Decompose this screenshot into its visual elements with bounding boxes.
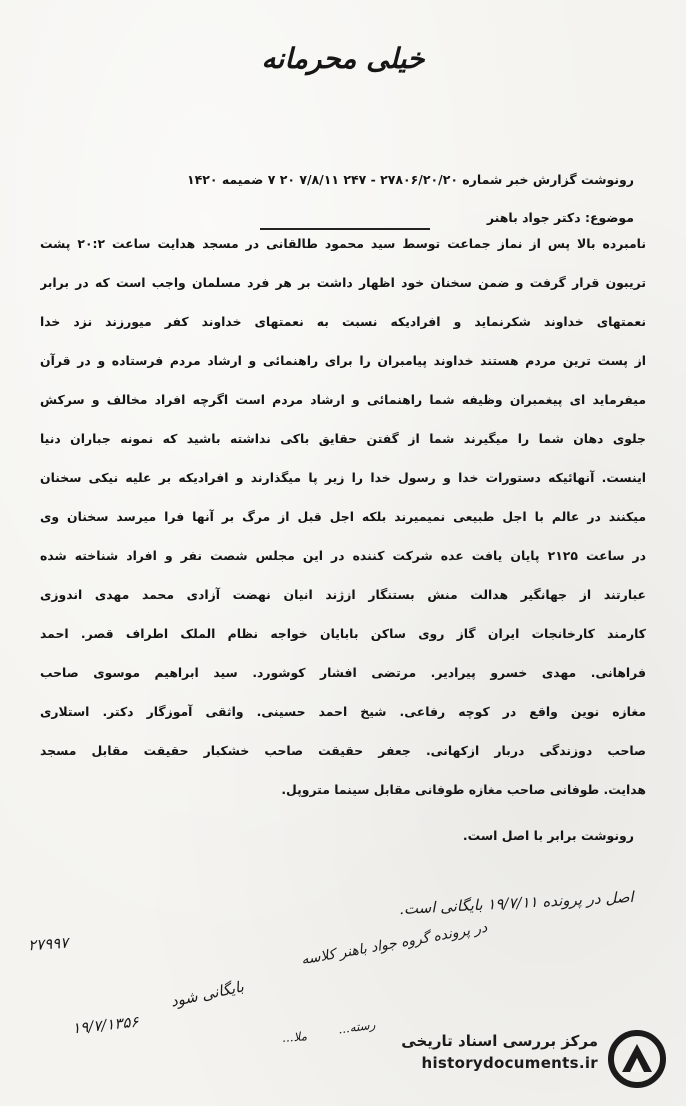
copy-certification: رونوشت برابر با اصل است. [462,828,634,843]
subject-line: موضوع: دکتر جواد باهنر [486,210,634,225]
body-line: نامبرده بالا پس از نماز جماعت توسط سید محمود طالقانی در مسجد هدایت ساعت ۲۰:۲ پشت [40,236,646,251]
watermark-url: historydocuments.ir [421,1054,598,1072]
body-line: مغازه نوین واقع در کوچه رفاعی. شیخ احمد حسینی. واثقی آموزگار دکتر. استلاری [40,704,646,719]
body-line: در ساعت ۲۱۲۵ پایان یافت عده شرکت کننده در این مجلس شصت نفر و افراد شناخته شده [40,548,646,563]
handwritten-initials: ملا... [281,1029,308,1045]
handwritten-file-number: ۲۷۹۹۷ [27,933,69,955]
body-line: میفرماید ای پیغمبران وظیفه شما راهنمائی و ارشاد مردم است اگرچه افراد مخالف و سرکش [40,392,646,407]
body-line: میکنند در عالم با اجل طبیعی نمیمیرند بلکه اجل قبل از مرگ بر آنها فرا میرسد سخنان وی [40,509,646,524]
body-line: صاحب دوزندگی دربار ازکهانی. جعفر حقیقت صاحب خشکبار حقیقت مقابل مسجد [40,743,646,758]
body-line: جلوی دهان شما را میگیرند شما از گفتن حقایق باکی نداشته باشید که نمونه جباران دنیا [40,431,646,446]
handwritten-archived: بایگانی شود [168,977,246,1011]
handwritten-date: ۱۹/۷/۱۳۵۶ [71,1012,140,1038]
body-line: هدایت. طوفانی صاحب مغازه طوفانی مقابل سینما متروپل. [281,782,646,797]
reference-line: رونوشت گزارش خبر شماره ۲۷۸۰۶/۲۰/۲۰ - ۲۴۷ ۷/۸/۱۱ ۲۰ ۷ ضمیمه ۱۴۲۰ [186,172,634,187]
body-line: از پست ترین مردم هستند خداوند پیامبران را برای راهنمائی و ارشاد مردم فرستاده و در قرآن [40,353,646,368]
body-line: کارمند کارخانجات ایران گاز روی ساکن بابایان خواجه نظام الملک اطراف قصر. احمد [40,626,646,641]
watermark-text [401,1032,598,1072]
handwritten-initials: رسته... [337,1017,377,1037]
body-line: فراهانی. مهدی خسرو پیرادیر. مرتضی افشار کوشورد. سید ابراهیم موسوی صاحب [40,665,646,680]
watermark [368,1028,668,1092]
body-line: تریبون قرار گرفت و ضمن سخنان خود اظهار داشت بر هر فرد مسلمان واجب است که در برابر [40,275,646,290]
handwritten-file-note: در پرونده گروه جواد باهنر کلاسه [299,919,488,969]
archive-logo-icon [608,1030,666,1088]
subject-underline [260,228,430,230]
classification-stamp: خیلی محرمانه [261,42,425,75]
body-line: عبارتند از جهانگیر هدالت منش بستنگار ازژند انیان نهضت آزادی محمد مهدی اندوزی [40,587,646,602]
report-body [40,236,646,811]
body-line: نعمتهای خداوند شکرنماید و افرادیکه نسبت به نعمتهای خداوند کفر میورزند نزد خدا [40,314,646,329]
body-line: اینست. آنهائیکه دستورات خدا و رسول خدا را زیر پا میگذارند و افرادیکه بر علیه نیکی سخنان [40,470,646,485]
handwritten-archive-note: اصل در پرونده ۱۹/۷/۱۱ بایگانی است. [398,887,635,919]
watermark-site-name: مرکز بررسی اسناد تاریخی [401,1032,598,1050]
